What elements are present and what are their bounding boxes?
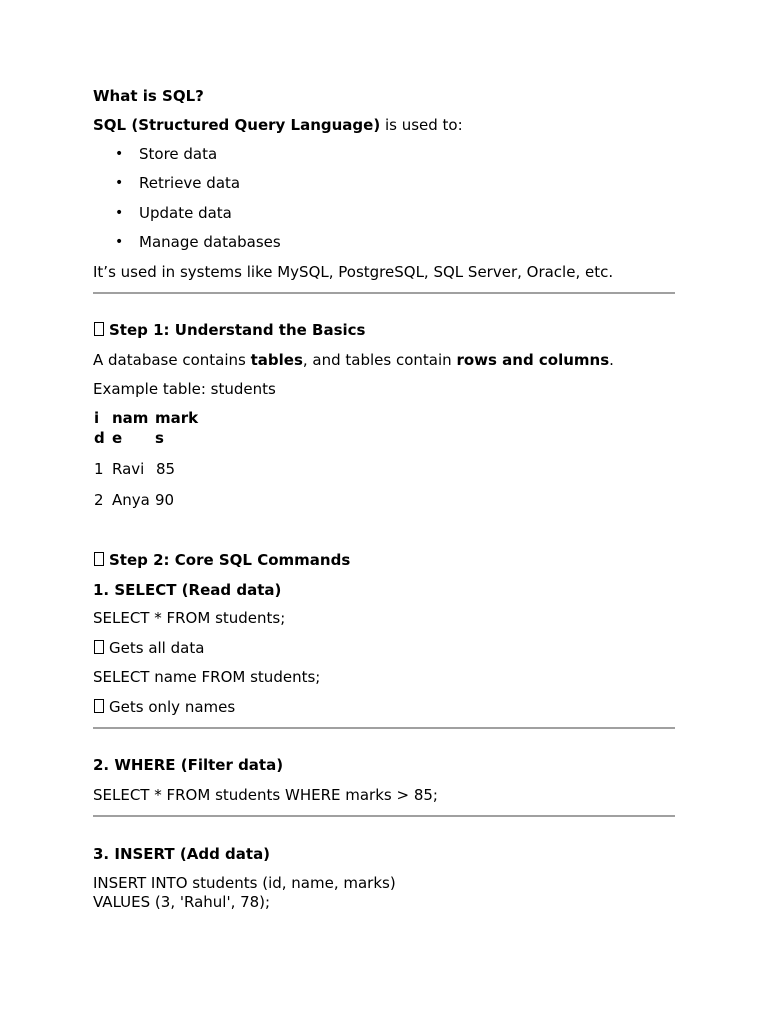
note-text: Gets only names [109,698,236,716]
step2-heading-text: Step 2: Core SQL Commands [109,551,351,569]
missing-glyph-icon [94,322,104,336]
example-table-label: Example table: students [93,380,276,398]
intro-heading: What is SQL? [93,87,204,105]
code-note [93,697,235,717]
insert-title: 3. INSERT (Add data) [93,845,271,863]
list-item-text: Manage databases [139,233,281,251]
database-description [93,350,614,370]
table-cell: 90 [155,491,175,509]
rows-columns-bold: rows and columns [456,351,610,369]
missing-glyph-icon [94,640,104,654]
code-line: SELECT name FROM students; [93,668,321,686]
systems-line: It’s used in systems like MySQL, PostgreSQL, SQL Server, Oracle, etc. [93,263,614,281]
sql-definition-bold: SQL (Structured Query Language) [93,116,381,134]
horizontal-rule [93,727,675,729]
code-line: SELECT * FROM students; [93,609,286,627]
code-line: SELECT * FROM students WHERE marks > 85; [93,786,438,804]
list-item-text: Store data [139,145,218,163]
bullet-icon: • [115,175,124,191]
step2-heading [93,550,350,570]
code-line: VALUES (3, 'Rahul', 78); [93,893,271,911]
table-header-cell: i d [94,409,105,447]
step1-heading [93,320,365,340]
bullet-icon: • [115,234,124,250]
bullet-icon: • [115,205,124,221]
tables-bold: tables [250,351,303,369]
table-cell: Anya [112,491,150,509]
table-cell: 85 [156,460,176,478]
where-title: 2. WHERE (Filter data) [93,756,284,774]
text-span: , and tables contain [302,351,457,369]
code-note [93,638,204,658]
bullet-icon: • [115,146,124,162]
sql-definition [93,115,463,135]
horizontal-rule [93,292,675,294]
select-title: 1. SELECT (Read data) [93,581,282,599]
table-cell: Ravi [112,460,145,478]
note-text: Gets all data [109,639,205,657]
text-span: . [609,351,614,369]
missing-glyph-icon [94,699,104,713]
table-cell: 1 [94,460,104,478]
step1-heading-text: Step 1: Understand the Basics [109,321,366,339]
table-header-cell: mark s [155,409,199,447]
sql-definition-rest: is used to: [380,116,463,134]
list-item-text: Retrieve data [139,174,241,192]
list-item-text: Update data [139,204,232,222]
table-header-cell: nam e [112,409,149,447]
missing-glyph-icon [94,552,104,566]
table-cell: 2 [94,491,104,509]
horizontal-rule [93,815,675,817]
code-line: INSERT INTO students (id, name, marks) [93,874,396,892]
text-span: A database contains [93,351,251,369]
